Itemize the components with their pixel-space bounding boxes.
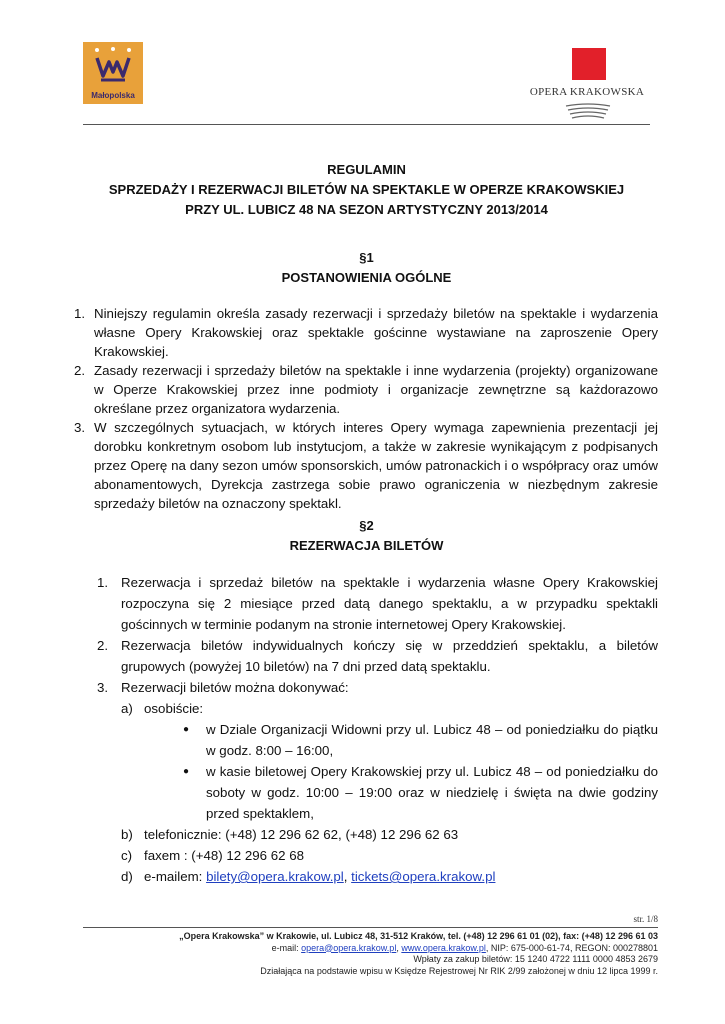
email-prefix: e-mailem:: [144, 869, 207, 884]
sub-item-letter: b): [121, 827, 133, 842]
opera-krakowska-logo: [528, 48, 646, 123]
section-1-list: [74, 304, 658, 513]
sub-item-d: [121, 866, 658, 887]
list-item-text: Rezerwacji biletów można dokonywać:: [121, 680, 349, 695]
sub-item-letter: c): [121, 848, 133, 863]
title-line-2: SPRZEDAŻY I REZERWACJI BILETÓW NA SPEKTAKLE W OPERZE KRAKOWSKIEJ: [108, 182, 625, 197]
sub-item-text: osobiście:: [144, 701, 204, 716]
bullet-item: [183, 761, 658, 824]
bullet-text: w Dziale Organizacji Widowni przy ul. Lubicz 48 – od poniedziałku do piątku w godz. 8:00 – 16:00,: [206, 722, 658, 758]
list-item-number: 3.: [97, 680, 109, 695]
footer: [83, 931, 658, 977]
document-title: [83, 160, 650, 220]
section-2-heading: [83, 516, 650, 556]
list-item: [74, 418, 658, 513]
sub-item-text: telefonicznie: (+48) 12 296 62 62, (+48) 12 296 62 63: [144, 827, 459, 842]
opera-logo-text: OPERA KRAKOWSKA: [529, 86, 645, 98]
section-2-list: [97, 572, 658, 887]
bullet-item: [183, 719, 658, 761]
list-item: [97, 572, 658, 635]
sub-item-b: [121, 824, 658, 845]
sub-item-letter: a): [121, 701, 133, 716]
email-separator: ,: [343, 869, 352, 884]
bullet-list: [183, 719, 658, 824]
footer-divider: [83, 927, 658, 928]
list-item-text: Rezerwacja biletów indywidualnych kończy się w przeddzień spektaklu, a biletów grupowych (powyżej 10 biletów) na 7 dni przed datą spektaklu.: [121, 638, 658, 674]
sub-item-text: faxem : (+48) 12 296 62 68: [144, 848, 305, 863]
list-item-number: 2.: [97, 638, 109, 653]
list-item-text: Rezerwacja i sprzedaż biletów na spektakle i wydarzenia własne Opery Krakowskiej rozpoczyna się 2 miesiące przed datą danego spektaklu, a w przypadku spektakli gościnnych w terminie podanym na stronie internetowej Opery Krakowskiej.: [121, 575, 658, 632]
bullet-text: w kasie biletowej Opery Krakowskiej przy ul. Lubicz 48 – od poniedziałku do soboty w godz. 10:00 – 19:00 oraz w niedzielę i święta na dwie godziny przed spektaklem,: [206, 764, 658, 821]
footer-ids: , NIP: 675-000-61-74, REGON: 000278801: [485, 942, 658, 953]
sub-item-a: [121, 698, 658, 719]
bullet-icon: ●: [183, 766, 190, 777]
footer-separator: ,: [396, 942, 402, 953]
opera-waves-icon: [564, 102, 612, 120]
list-item-body: [121, 677, 658, 887]
section-2-title: REZERWACJA BILETÓW: [289, 538, 444, 553]
footer-contacts: [83, 943, 658, 955]
list-item: [97, 635, 658, 677]
section-1-title: POSTANOWIENIA OGÓLNE: [281, 270, 452, 285]
list-item-text: Zasady rezerwacji i sprzedaży biletów na spektakle i inne wydarzenia (projekty) organizowane w Operze Krakowskiej przez inne podmioty i organizacje zewnętrzne są każdorazowo określane przez organizatora wydarzenia.: [94, 363, 658, 416]
malopolska-logo: [83, 42, 143, 104]
footer-bank-account: Wpłaty za zakup biletów: 15 1240 4722 1111 0000 4853 2679: [413, 954, 658, 964]
sub-item-c: [121, 845, 658, 866]
footer-email-prefix: e-mail:: [271, 942, 302, 953]
footer-registry: Działająca na podstawie wpisu w Księdze Rejestrowej Nr RIK 2/99 założonej w dniu 12 lipca 1999 r.: [260, 965, 658, 976]
opera-red-square: [572, 48, 606, 80]
list-item-number: 1.: [97, 575, 109, 590]
title-line-1: REGULAMIN: [327, 162, 406, 177]
list-item-number: 2.: [74, 363, 86, 378]
sub-item-letter: d): [121, 869, 133, 884]
footer-address: „Opera Krakowska” w Krakowie, ul. Lubicz 48, 31-512 Kraków, tel. (+48) 12 296 61 01 (02), fax: (+48) 12 296 61 03: [179, 931, 658, 941]
list-item: [74, 304, 658, 361]
list-item: [74, 361, 658, 418]
list-item-number: 1.: [74, 306, 86, 321]
list-item: [97, 677, 658, 887]
email-link-tickets[interactable]: tickets@opera.krakow.pl: [351, 869, 496, 884]
list-item-text: Niniejszy regulamin określa zasady rezerwacji i sprzedaży biletów na spektakle i wydarzenia własne Opery Krakowskiej oraz spektakle gościnne wystawiane na zaproszenie Opery Krakowskiej.: [94, 306, 658, 359]
footer-website-link[interactable]: www.opera.krakow.pl: [401, 942, 486, 953]
sub-item-text: [144, 866, 495, 887]
section-1-number: §1: [359, 250, 374, 265]
section-2-number: §2: [359, 518, 374, 533]
list-item-text: W szczególnych sytuacjach, w których interes Opery wymaga zapewnienia prezentacji jej dorobku konkretnym osobom lub instytucjom, a także w zakresie wynikającym z podpisanych przez Operę na dany sezon umów sponsorskich, umów patronackich i o współpracy oraz umów abonamentowych, Dyrekcja zastrzega sobie prawo ograniczenia w niezbędnym zakresie sprzedaży biletów na oznaczony spektakl.: [94, 420, 658, 511]
page-number: str. 1/8: [633, 914, 658, 924]
list-item-number: 3.: [74, 420, 86, 435]
section-1-heading: [83, 248, 650, 288]
malopolska-emblem-icon: [91, 46, 135, 86]
bullet-icon: ●: [183, 724, 190, 735]
footer-email-link[interactable]: opera@opera.krakow.pl: [301, 942, 397, 953]
email-link-bilety[interactable]: bilety@opera.krakow.pl: [206, 869, 344, 884]
title-line-3: PRZY UL. LUBICZ 48 NA SEZON ARTYSTYCZNY 2013/2014: [185, 202, 548, 217]
header-divider: [83, 124, 650, 125]
malopolska-label: Małopolska: [91, 91, 135, 100]
